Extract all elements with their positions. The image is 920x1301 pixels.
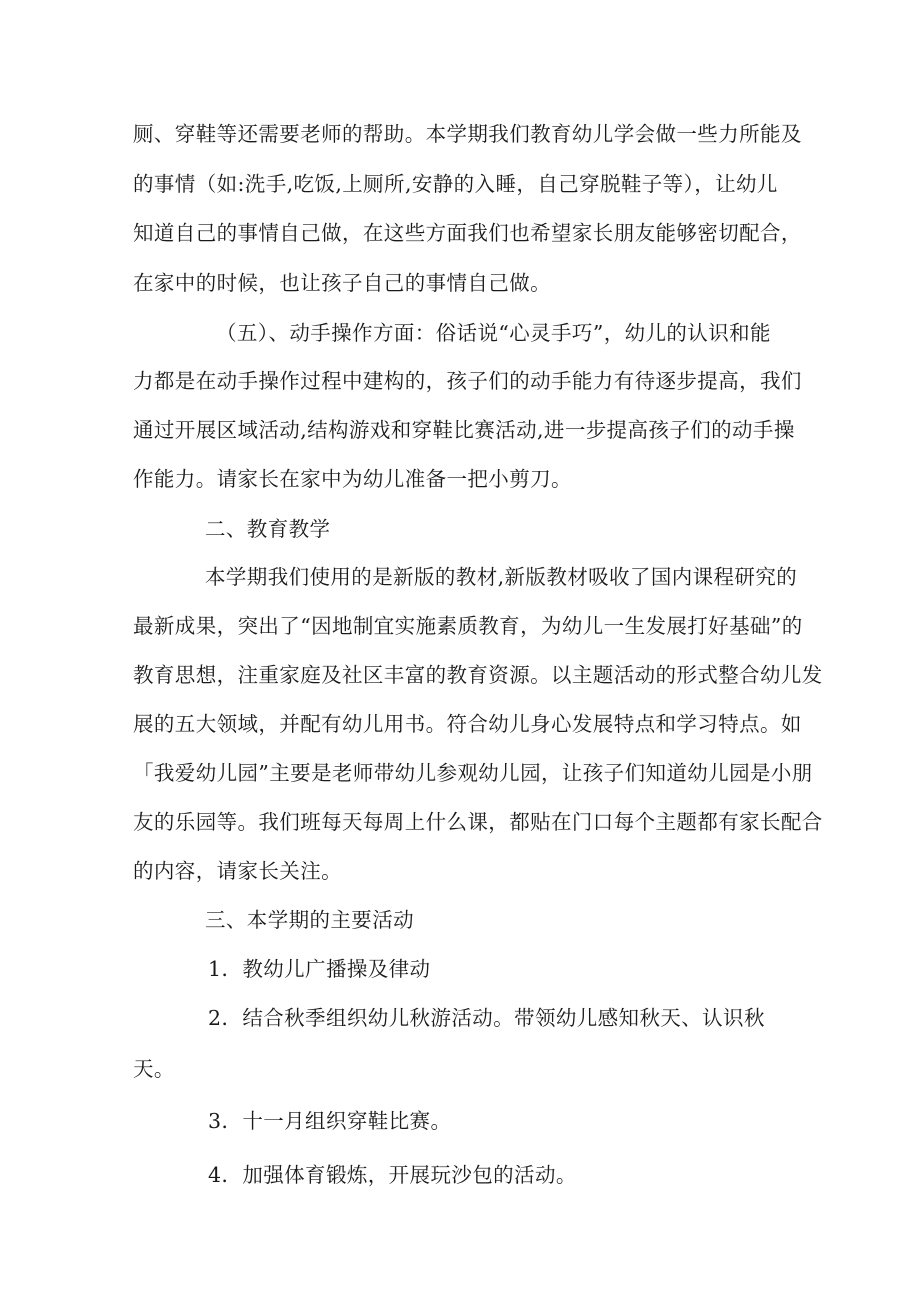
paragraph-line: 友的乐园等。我们班每天每周上什么课，都贴在门口每个主题都有家长配合 [133,810,823,834]
list-item: 1．教幼儿广播操及律动 [208,957,431,981]
list-item: 3．十一月组织穿鞋比赛。 [208,1109,452,1133]
paragraph-line: 的事情（如:洗手,吃饭,上厕所,安静的入睡，自己穿脱鞋子等），让幼儿 [133,172,778,196]
list-item: 2．结合秋季组织幼儿秋游活动。带领幼儿感知秋天、认识秋 [208,1006,765,1030]
paragraph-line: 的内容，请家长关注。 [133,859,342,883]
paragraph-line: 厕、穿鞋等还需要老师的帮助。本学期我们教育幼儿学会做一些力所能及 [133,122,802,146]
paragraph-line: 教育思想，注重家庭及社区丰富的教育资源。以主题活动的形式整合幼儿发 [133,663,823,687]
paragraph-line: 最新成果，突出了“因地制宜实施素质教育，为幼儿一生发展打好基础”的 [133,614,803,638]
list-item-continuation: 天。 [133,1057,175,1081]
paragraph-line: 本学期我们使用的是新版的教材,新版教材吸收了国内课程研究的 [205,565,798,589]
section-heading: 三、本学期的主要活动 [205,908,414,932]
section-heading: 二、教育教学 [205,517,331,541]
paragraph-line: 「我爱幼儿园”主要是老师带幼儿参观幼儿园，让孩子们知道幼儿园是小朋 [133,761,813,785]
paragraph-line: 通过开展区域活动,结构游戏和穿鞋比赛活动,进一步提高孩子们的动手操 [133,418,795,442]
list-item: 4．加强体育锻炼，开展玩沙包的活动。 [208,1163,577,1187]
paragraph-line: （五）、动手操作方面：俗话说“心灵手巧”，幼儿的认识和能 [216,321,771,345]
paragraph-line: 展的五大领域，并配有幼儿用书。符合幼儿身心发展特点和学习特点。如 [133,712,802,736]
paragraph-line: 作能力。请家长在家中为幼儿准备一把小剪刀。 [133,467,572,491]
paragraph-line: 在家中的时候，也让孩子自己的事情自己做。 [133,271,551,295]
paragraph-line: 力都是在动手操作过程中建构的，孩子们的动手能力有待逐步提高，我们 [133,369,802,393]
paragraph-line: 知道自己的事情自己做，在这些方面我们也希望家长朋友能够密切配合， [133,221,802,245]
